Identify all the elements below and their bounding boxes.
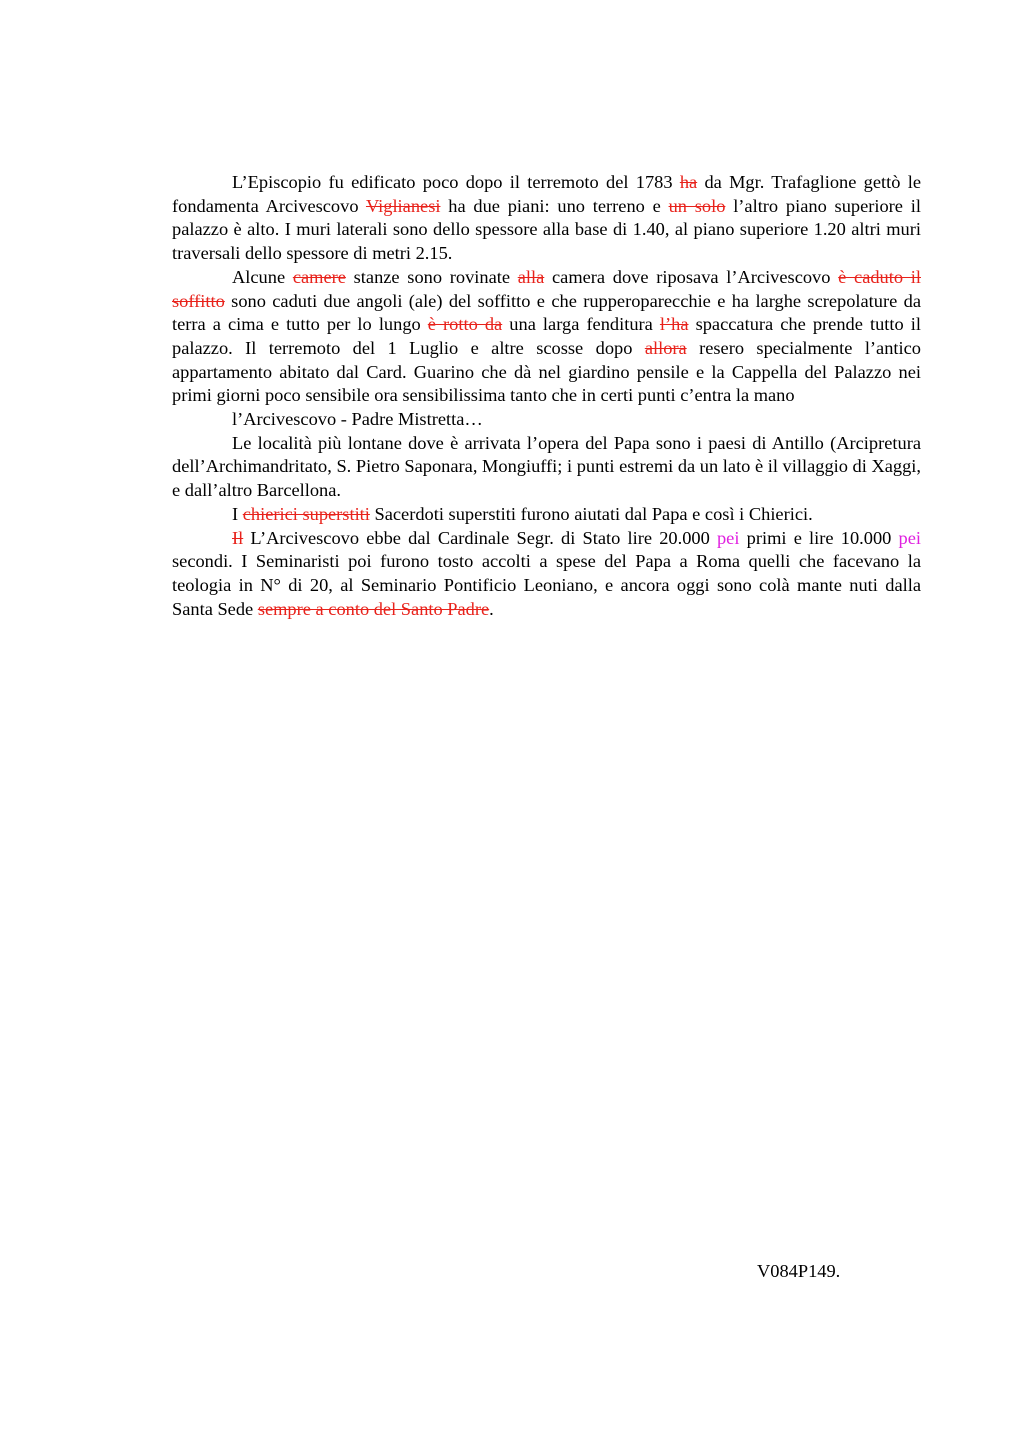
text-run: resero specialmente l’antico appartamento abitato dal Card. Guarino che dà nel giardino pensile e la Cappella del Palazzo nei primi giorni poco sensibile ora sensibilissima tanto che in certi punti c’entra la mano xyxy=(172,337,921,406)
paragraph-5 xyxy=(172,503,921,527)
text-run: . xyxy=(489,598,494,619)
text-run: L’Episcopio fu edificato poco dopo il terremoto del 1783 xyxy=(232,172,680,192)
paragraph-4 xyxy=(172,432,921,503)
paragraph-3 xyxy=(172,408,921,432)
deleted-text: ha xyxy=(679,172,698,192)
deleted-text: alla xyxy=(517,266,545,287)
paragraph-2 xyxy=(172,266,921,408)
text-run: una larga fenditura xyxy=(502,314,660,335)
text-run: secondi. I Seminaristi poi furono tosto accolti a spese del Papa a Roma quelli che facevano la teologia in N° di 20, al Seminario Pontificio Leoniano, e ancora oggi sono colà mante nuti dalla Santa Sede xyxy=(172,551,921,619)
deleted-text: Viglianesi xyxy=(365,195,441,216)
deleted-text: camere xyxy=(292,266,346,287)
text-run: Alcune xyxy=(232,266,293,287)
text-run: da Mgr. Trafaglione gettò le fondamenta Arcivescovo xyxy=(172,172,921,216)
deleted-text: un solo xyxy=(668,195,726,216)
deleted-text: sempre a conto del Santo Padre xyxy=(257,598,490,619)
paragraph-6 xyxy=(172,527,921,622)
text-run: L’Arcivescovo ebbe dal Cardinale Segr. di Stato lire 20.000 xyxy=(243,527,717,548)
text-run: l’altro piano superiore il palazzo è alto. I muri laterali sono dello spessore alla base di 1.40, al piano superiore 1.20 altri muri traversali dello spessore di metri 2.15. xyxy=(172,195,921,264)
paragraph-1 xyxy=(172,171,921,266)
text-run: l’Arcivescovo - Padre Mistretta… xyxy=(232,409,483,430)
inserted-text: pei xyxy=(898,527,921,548)
deleted-text: è rotto da xyxy=(427,314,503,335)
text-run: sono caduti due angoli (ale) del soffitto e che rupperoparecchie e ha larghe screpolature da terra a cima e tutto per lo lungo xyxy=(172,290,921,335)
text-run: ha due piani: uno terreno e xyxy=(440,195,669,216)
text-run: Sacerdoti superstiti furono aiutati dal Papa e così i Chierici. xyxy=(369,503,813,524)
text-run: primi e lire 10.000 xyxy=(739,527,899,548)
deleted-text: allora xyxy=(644,337,687,358)
deleted-text: l’ha xyxy=(659,314,689,335)
deleted-text: Il xyxy=(232,527,244,548)
text-run: spaccatura che prende tutto il palazzo. Il terremoto del 1 Luglio e altre scosse dopo xyxy=(172,314,921,358)
text-run: camera dove riposava l’Arcivescovo xyxy=(544,266,839,287)
page-number: V084P149. xyxy=(757,1261,841,1281)
deleted-text: chierici superstiti xyxy=(242,503,370,524)
text-run: I xyxy=(232,503,243,524)
document-body xyxy=(172,171,921,621)
deleted-text: è caduto il soffitto xyxy=(172,266,921,311)
text-run: Le località più lontane dove è arrivata l’opera del Papa sono i paesi di Antillo (Arcipretura dell’Archimandritato, S. Pietro Saponara, Mongiuffi; i punti estremi da un lato è il villaggio di Xaggi, e dall’altro Barcellona. xyxy=(172,432,921,501)
inserted-text: pei xyxy=(716,527,740,548)
text-run: stanze sono rovinate xyxy=(345,266,518,287)
